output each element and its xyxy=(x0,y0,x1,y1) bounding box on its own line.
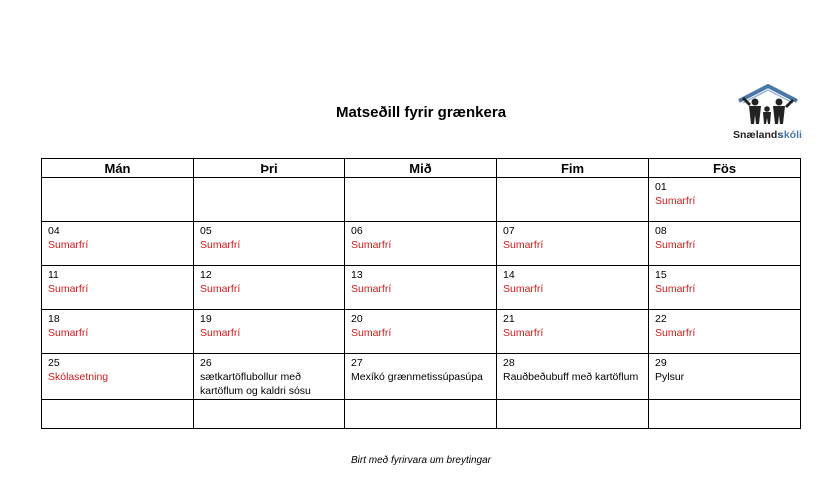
day-cell xyxy=(42,310,194,354)
day-number: 19 xyxy=(200,313,212,325)
day-number: 20 xyxy=(351,313,363,325)
day-cell xyxy=(497,222,649,266)
day-number: 12 xyxy=(200,269,212,281)
menu-item: Pylsur xyxy=(655,371,685,383)
svg-text:Snælands: Snælands xyxy=(733,129,784,141)
holiday-note: Sumarfrí xyxy=(351,327,392,339)
day-number: 29 xyxy=(655,357,667,369)
weekday-header-mon: Mán xyxy=(42,159,194,178)
day-number: 27 xyxy=(351,357,363,369)
week-row xyxy=(42,222,801,266)
day-number: 01 xyxy=(655,181,667,193)
week-row xyxy=(42,266,801,310)
weekday-header-thu: Fim xyxy=(497,159,649,178)
day-cell xyxy=(649,400,801,429)
holiday-note: Sumarfrí xyxy=(655,283,696,295)
weekday-header-tue: Þri xyxy=(194,159,345,178)
day-cell xyxy=(497,310,649,354)
day-cell xyxy=(649,222,801,266)
holiday-note: Sumarfrí xyxy=(655,239,696,251)
school-logo-icon xyxy=(731,82,805,144)
day-cell xyxy=(194,266,345,310)
day-number: 13 xyxy=(351,269,363,281)
day-number: 07 xyxy=(503,225,515,237)
day-number: 08 xyxy=(655,225,667,237)
holiday-note: Sumarfrí xyxy=(48,283,89,295)
day-cell xyxy=(194,400,345,429)
page-title: Matseðill fyrir grænkera xyxy=(335,104,507,121)
day-number: 14 xyxy=(503,269,515,281)
day-cell xyxy=(345,310,497,354)
day-number: 25 xyxy=(48,357,60,369)
week-row xyxy=(42,178,801,222)
svg-text:skóli: skóli xyxy=(778,129,802,141)
holiday-note: Sumarfrí xyxy=(200,327,241,339)
day-number: 04 xyxy=(48,225,60,237)
holiday-note: Sumarfrí xyxy=(48,327,89,339)
school-logo xyxy=(731,82,805,144)
day-cell xyxy=(42,266,194,310)
holiday-note: Sumarfrí xyxy=(200,239,241,251)
menu-item: Rauðbeðubuff með kartöflum xyxy=(503,371,639,383)
day-cell xyxy=(194,178,345,222)
day-number: 05 xyxy=(200,225,212,237)
day-cell xyxy=(497,400,649,429)
menu-item: sætkartöflubollur með kartöflum og kaldri sósu xyxy=(200,371,311,397)
holiday-note: Sumarfrí xyxy=(503,327,544,339)
holiday-note: Sumarfrí xyxy=(655,195,696,207)
day-number: 06 xyxy=(351,225,363,237)
day-cell xyxy=(345,400,497,429)
day-number: 26 xyxy=(200,357,212,369)
day-cell xyxy=(194,310,345,354)
holiday-note: Sumarfrí xyxy=(503,239,544,251)
holiday-note: Sumarfrí xyxy=(503,283,544,295)
school-start-note: Skólasetning xyxy=(48,371,109,383)
weekday-header-fri: Fös xyxy=(649,159,801,178)
day-cell xyxy=(345,354,497,400)
day-cell xyxy=(42,354,194,400)
day-cell xyxy=(345,266,497,310)
day-cell xyxy=(194,222,345,266)
menu-item: Mexíkó grænmetissúpasúpa xyxy=(351,371,483,383)
day-cell xyxy=(649,310,801,354)
day-cell xyxy=(649,178,801,222)
day-cell xyxy=(649,354,801,400)
weekday-header-row xyxy=(42,159,801,178)
footer-disclaimer: Birt með fyrirvara um breytingar xyxy=(350,455,492,466)
holiday-note: Sumarfrí xyxy=(48,239,89,251)
day-cell xyxy=(194,354,345,400)
day-cell xyxy=(42,400,194,429)
day-number: 18 xyxy=(48,313,60,325)
day-cell xyxy=(42,222,194,266)
day-number: 11 xyxy=(48,269,59,281)
holiday-note: Sumarfrí xyxy=(351,239,392,251)
day-cell xyxy=(649,266,801,310)
weekday-header-wed: Mið xyxy=(345,159,497,178)
day-cell xyxy=(345,178,497,222)
day-cell xyxy=(345,222,497,266)
day-number: 15 xyxy=(655,269,667,281)
week-row xyxy=(42,400,801,429)
holiday-note: Sumarfrí xyxy=(655,327,696,339)
week-row xyxy=(42,310,801,354)
day-cell xyxy=(497,266,649,310)
day-number: 22 xyxy=(655,313,667,325)
menu-calendar-table xyxy=(41,158,801,429)
holiday-note: Sumarfrí xyxy=(200,283,241,295)
day-number: 28 xyxy=(503,357,515,369)
day-cell xyxy=(42,178,194,222)
day-number: 21 xyxy=(503,313,515,325)
day-cell xyxy=(497,178,649,222)
day-cell xyxy=(497,354,649,400)
week-row xyxy=(42,354,801,400)
holiday-note: Sumarfrí xyxy=(351,283,392,295)
